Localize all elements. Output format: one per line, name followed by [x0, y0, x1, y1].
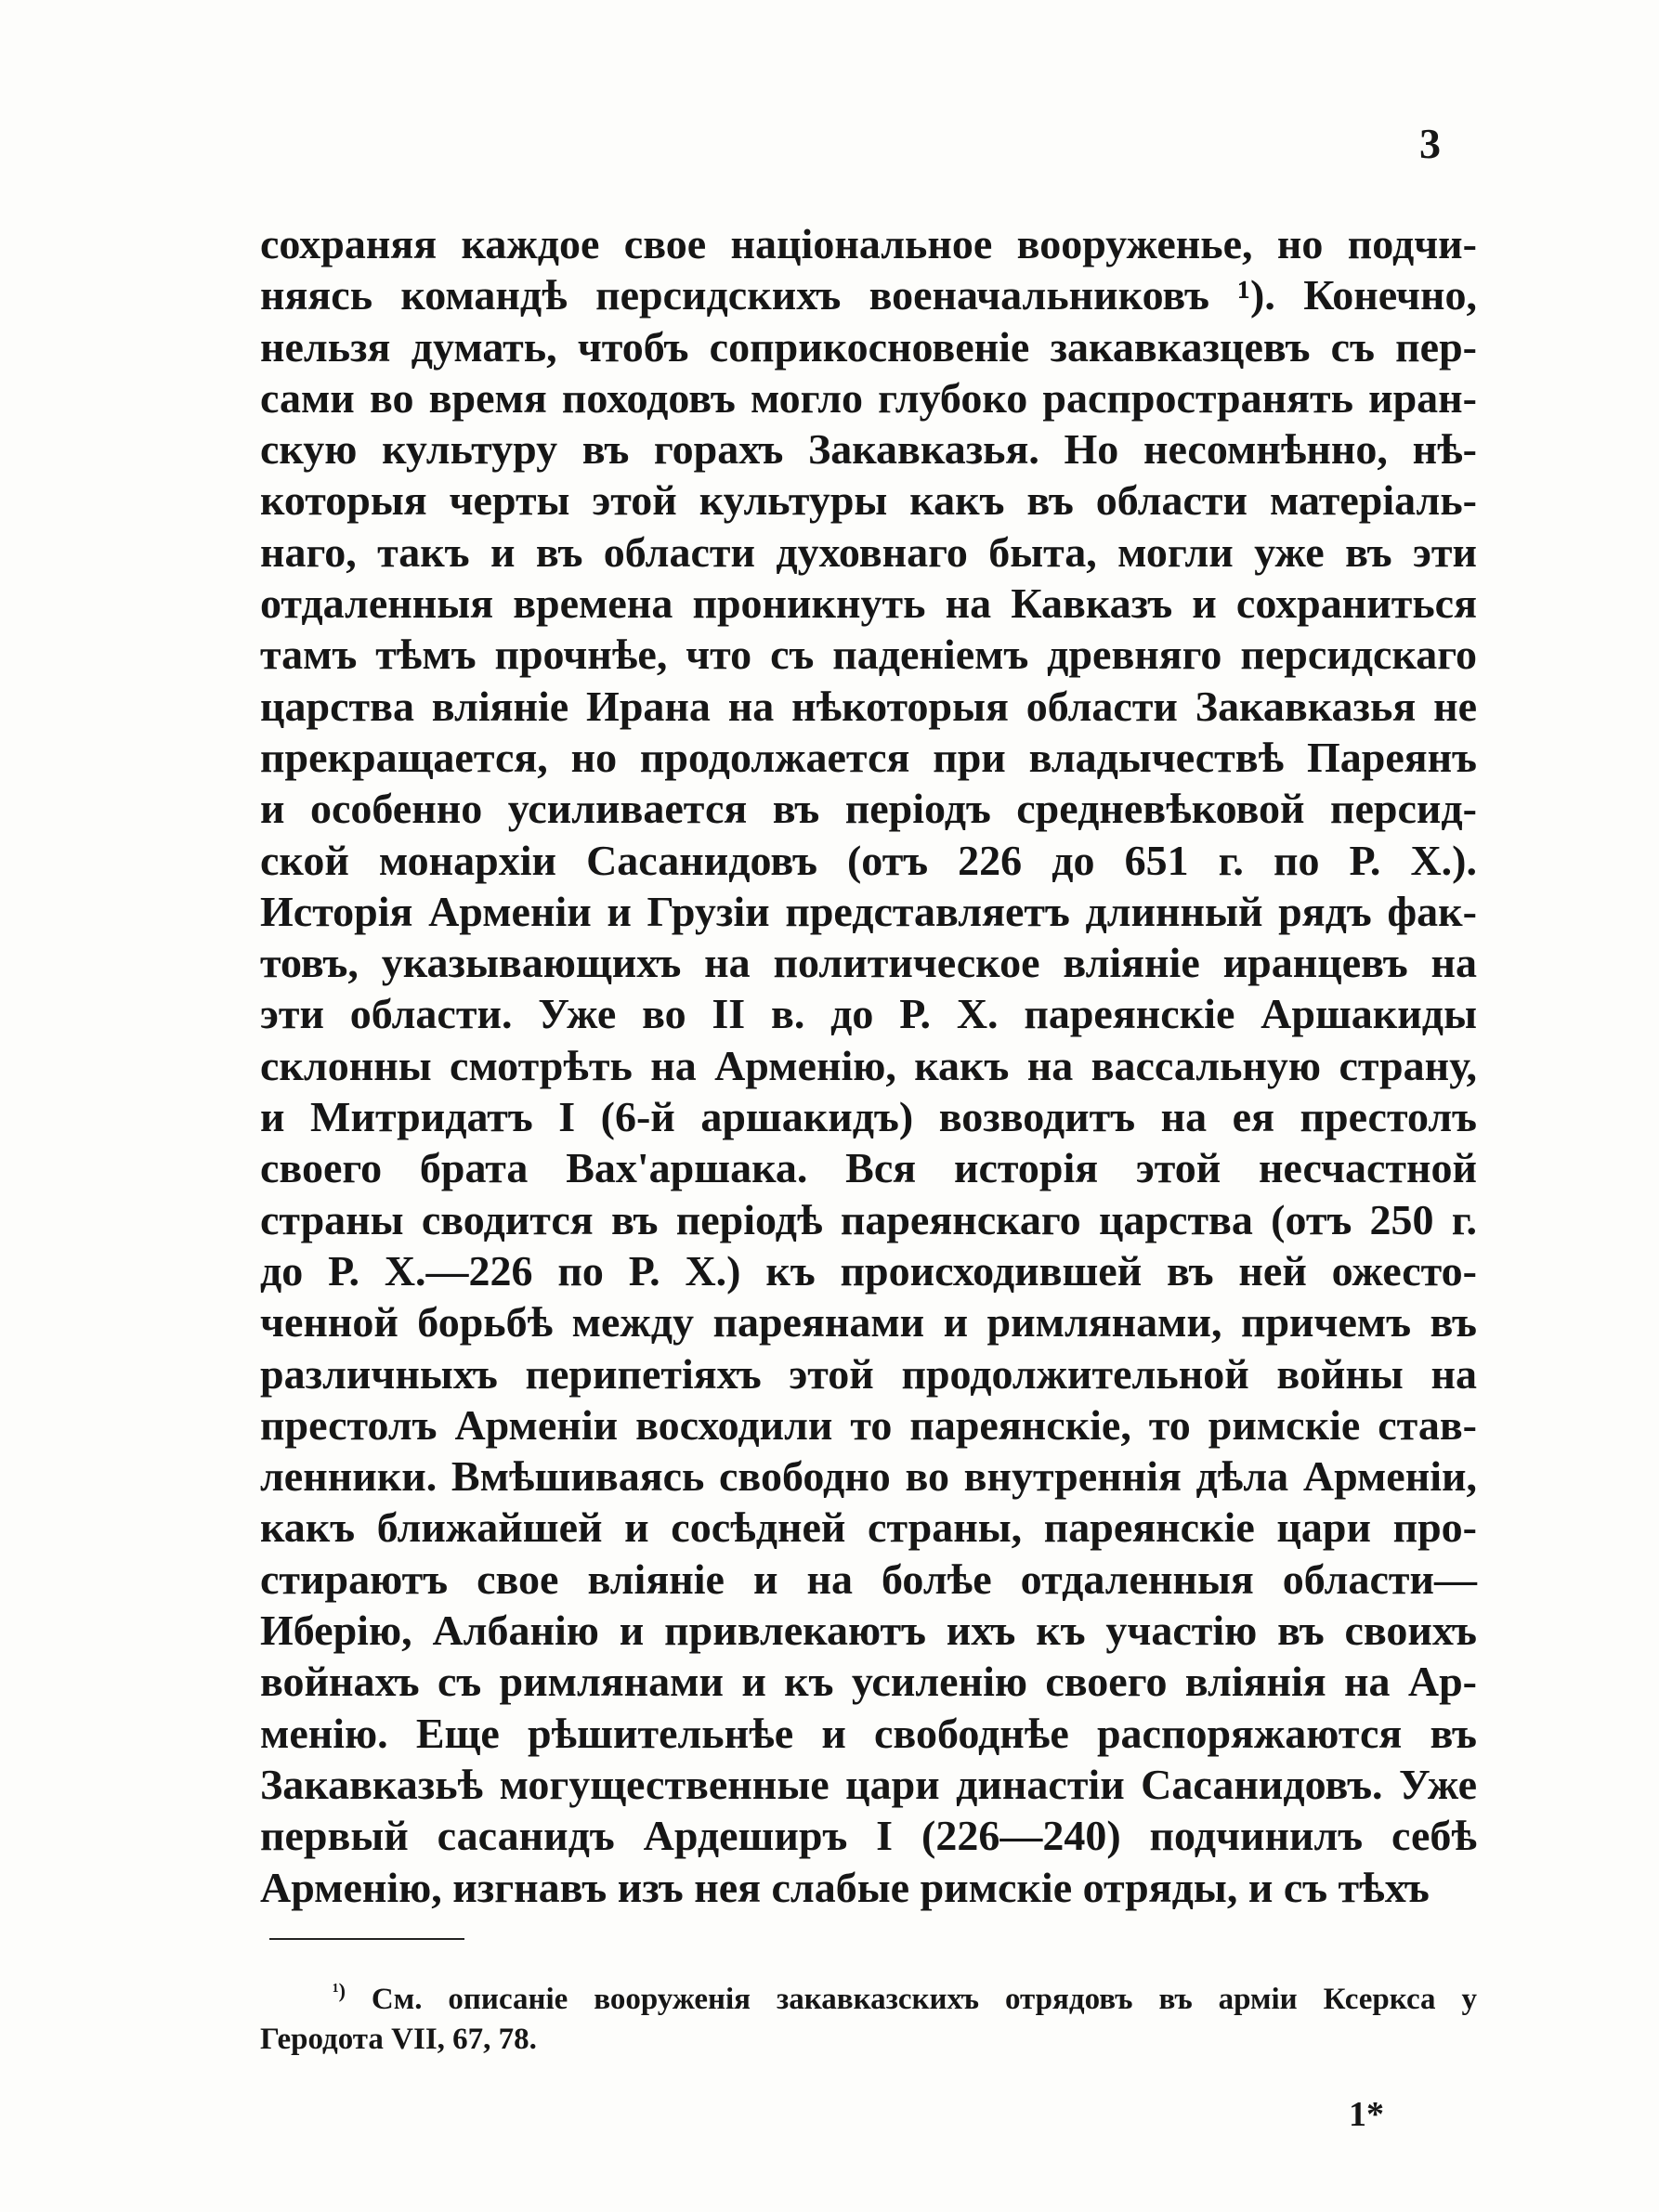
text-line: своего брата Вах'аршака. Вся исторія этой несчастной — [260, 1144, 1477, 1192]
footnote-line — [260, 1967, 1477, 2015]
text-line: ленники. Вмѣшиваясь свободно во внутреннія дѣла Арменіи, — [260, 1452, 1477, 1501]
text-line: сами во время походовъ могло глубоко распространять иран- — [260, 373, 1477, 422]
footnote — [260, 1967, 1477, 2063]
text-line: няясь командѣ персидскихъ военачальниковъ ¹). Конечно, — [260, 271, 1477, 319]
text-line: Арменію, изгнавъ изъ нея слабые римскіе отряды, и съ тѣхъ — [260, 1863, 1430, 1911]
text-line: какъ ближайшей и сосѣдней страны, пареянскіе цари про- — [260, 1503, 1477, 1552]
text-line: ченной борьбѣ между пареянами и римлянами, причемъ въ — [260, 1298, 1477, 1347]
text-line: товъ, указывающихъ на политическое вліяніе иранцевъ на — [260, 939, 1477, 987]
text-line: склонны смотрѣть на Арменію, какъ на вассальную страну, — [260, 1041, 1477, 1089]
text-line: тамъ тѣмъ прочнѣе, что съ паденіемъ древняго персидскаго — [260, 631, 1477, 679]
footnote-marker: ¹) — [333, 1979, 346, 2002]
text-line: скую культуру въ горахъ Закавказья. Но несомнѣнно, нѣ- — [260, 425, 1477, 474]
text-line: отдаленныя времена проникнуть на Кавказъ и сохраниться — [260, 579, 1477, 628]
text-line: Закавказьѣ могущественные цари династіи Сасанидовъ. Уже — [260, 1760, 1477, 1808]
text-line: Иберію, Албанію и привлекаютъ ихъ къ участію въ своихъ — [260, 1607, 1477, 1655]
text-line: нельзя думать, чтобъ соприкосновеніе закавказцевъ съ пер- — [260, 322, 1477, 371]
page-number: 3 — [1419, 120, 1441, 167]
text-line: прекращается, но продолжается при владычествѣ Пареянъ — [260, 733, 1477, 781]
text-line: войнахъ съ римлянами и къ усиленію своего вліянія на Ар- — [260, 1658, 1477, 1706]
body-text — [260, 218, 1477, 1913]
signature-mark: 1* — [1349, 2095, 1384, 2134]
text-line: первый сасанидъ Ардеширъ I (226—240) подчинилъ себѣ — [260, 1812, 1477, 1860]
text-line: страны сводится въ періодѣ пареянскаго царства (отъ 250 г. — [260, 1195, 1477, 1243]
text-line: менію. Еще рѣшительнѣе и свободнѣе распоряжаются въ — [260, 1709, 1477, 1757]
text-line: и Митридатъ I (6-й аршакидъ) возводитъ на ея престолъ — [260, 1093, 1477, 1141]
text-line: сохраняя каждое свое національное вооруженье, но подчи- — [260, 220, 1477, 267]
text-line: престолъ Арменіи восходили то пареянскіе, то римскіе став- — [260, 1400, 1477, 1449]
footnote-divider — [269, 1938, 464, 1940]
text-line: до Р. Х.—226 по Р. Х.) къ происходившей въ ней ожесто- — [260, 1246, 1477, 1295]
text-line: эти области. Уже во II в. до Р. Х. пареянскіе Аршакиды — [260, 990, 1477, 1038]
footnote-line: Геродота VII, 67, 78. — [260, 2023, 537, 2056]
text-line: стираютъ свое вліяніе и на болѣе отдаленныя области— — [260, 1555, 1477, 1603]
footnote-text: См. описаніе вооруженія закавказскихъ отрядовъ въ арміи Ксеркса у — [371, 1983, 1477, 2016]
text-line: различныхъ перипетіяхъ этой продолжительной войны на — [260, 1349, 1477, 1398]
text-line: царства вліяніе Ирана на нѣкоторыя области Закавказья не — [260, 682, 1477, 730]
text-line: ской монархіи Сасанидовъ (отъ 226 до 651 г. по Р. Х.). — [260, 836, 1477, 884]
text-line: и особенно усиливается въ періодъ средневѣковой персид- — [260, 785, 1477, 833]
text-line: которыя черты этой культуры какъ въ области матеріаль- — [260, 476, 1477, 525]
text-line: наго, такъ и въ области духовнаго быта, могли уже въ эти — [260, 527, 1477, 576]
text-line: Исторія Арменіи и Грузіи представляетъ длинный рядъ фак- — [260, 887, 1477, 935]
